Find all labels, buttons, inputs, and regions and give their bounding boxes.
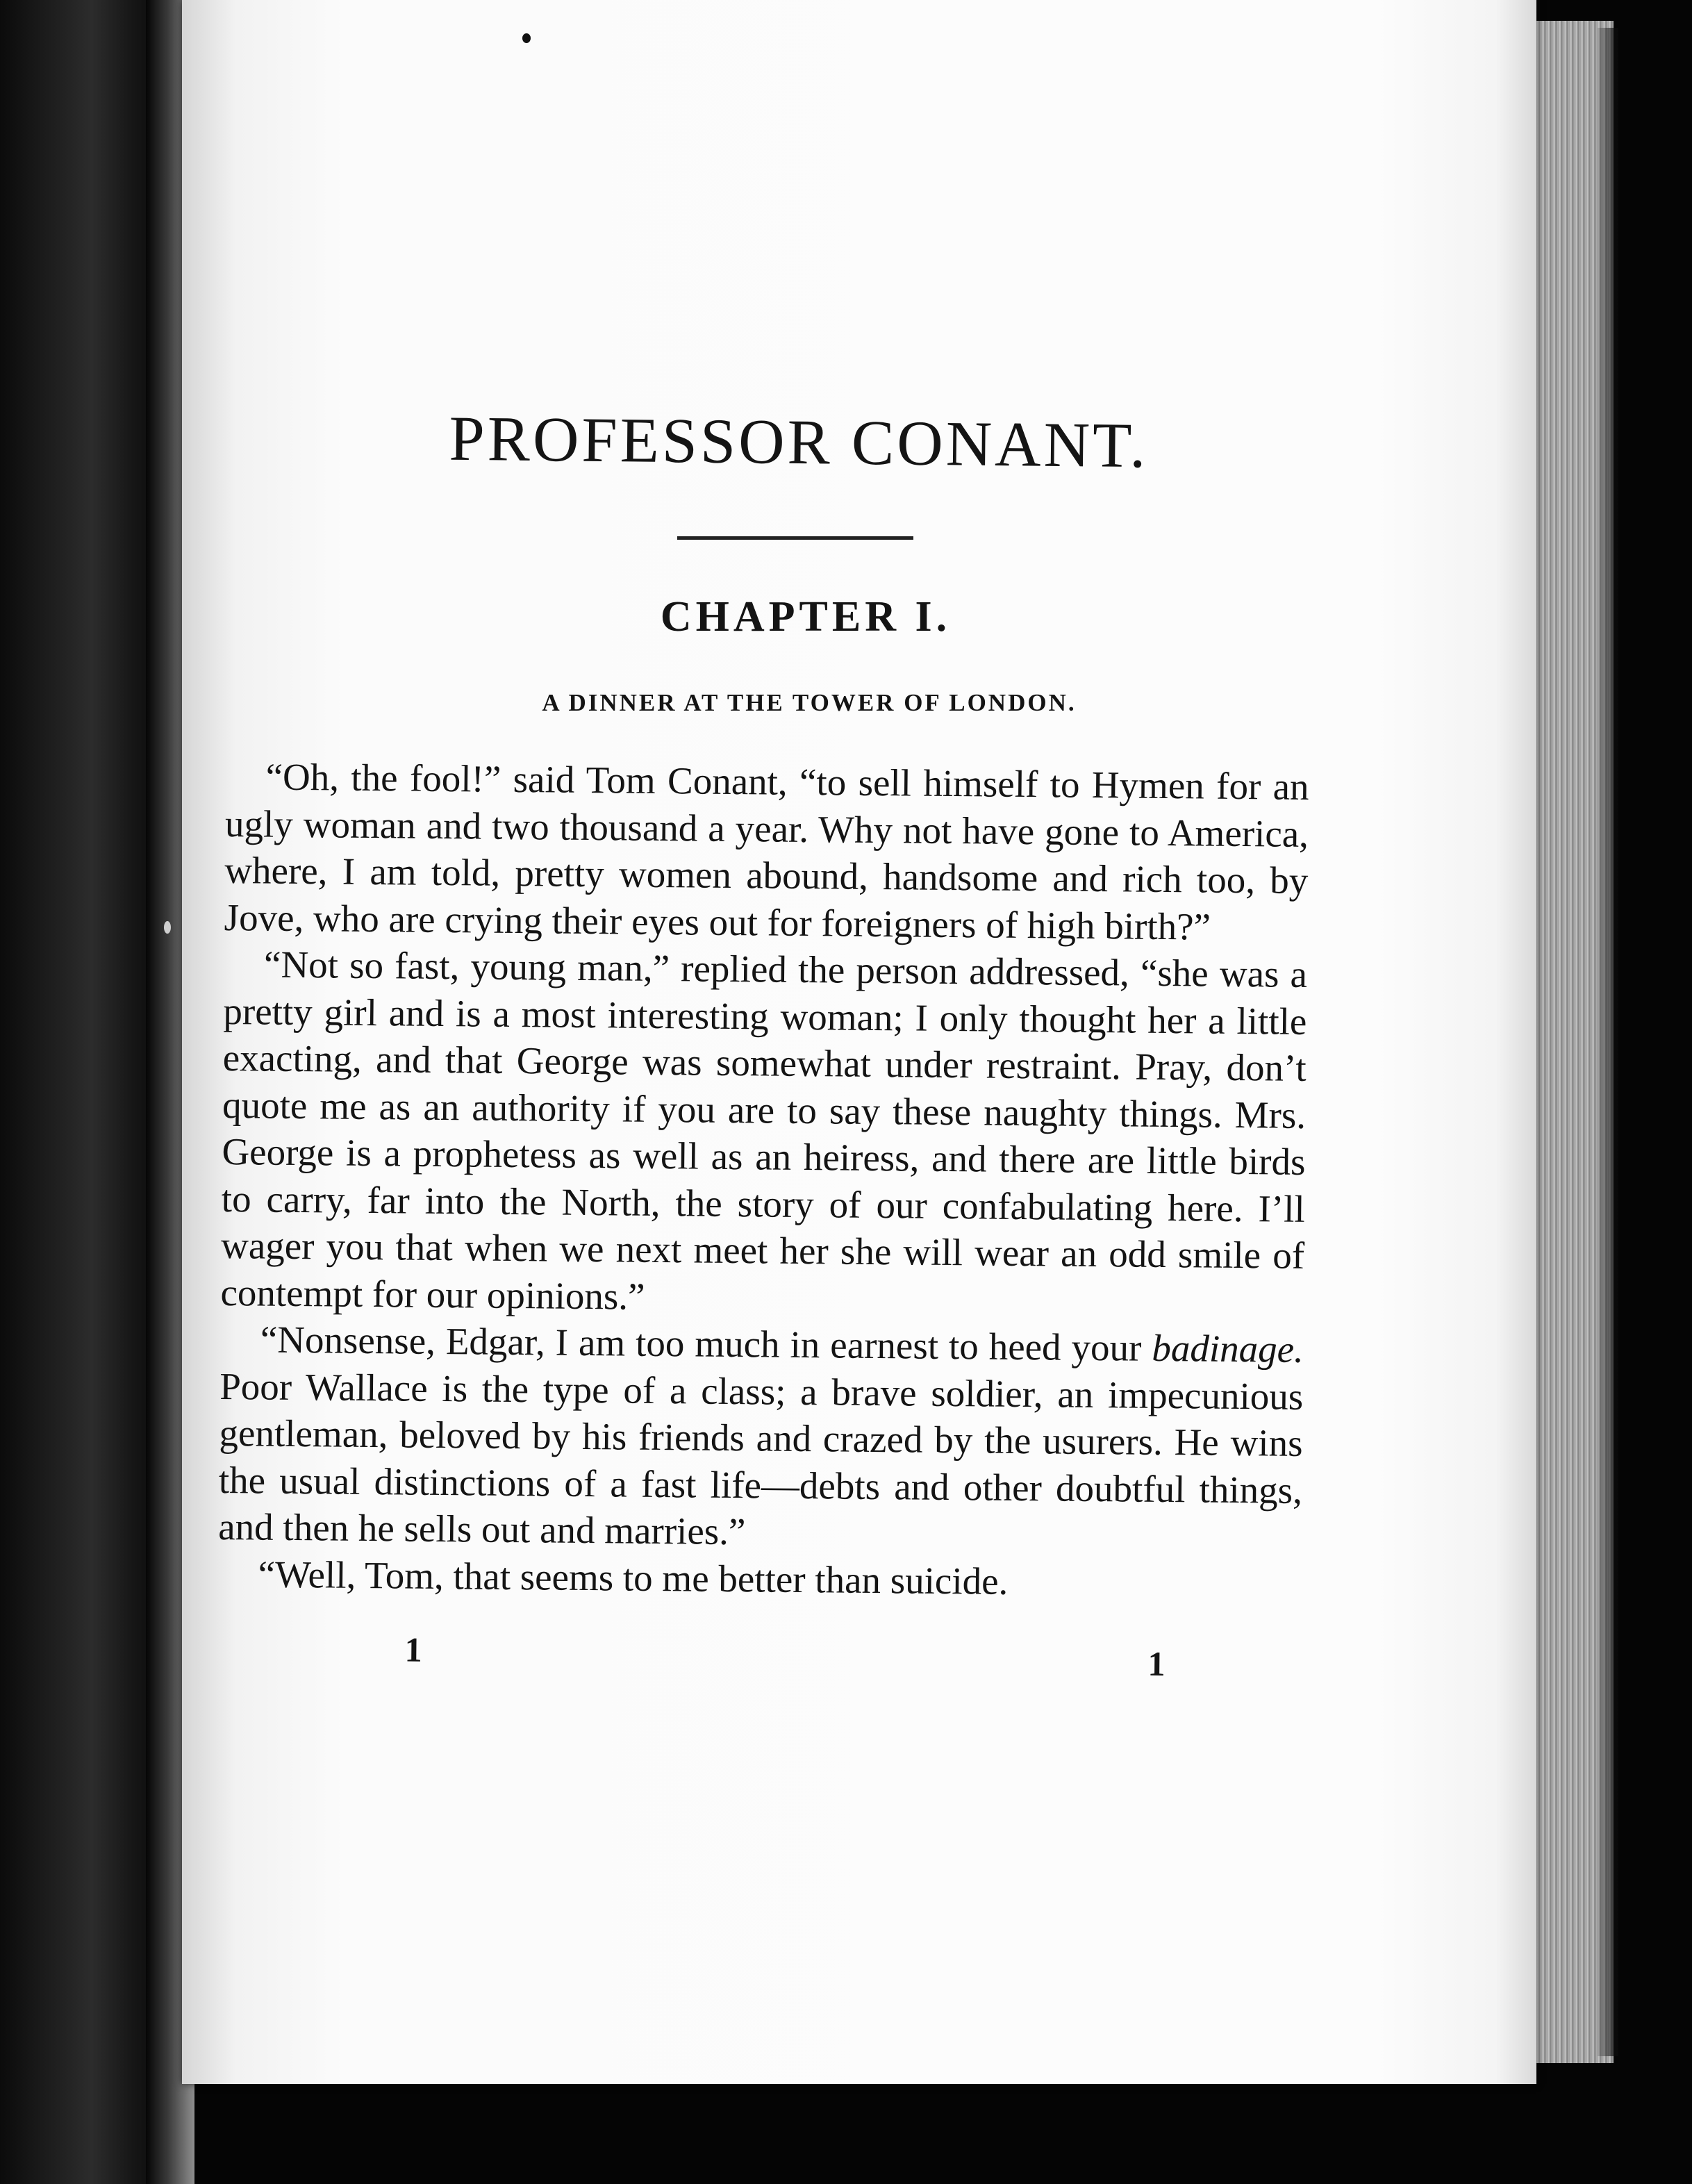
- book-title: PROFESSOR CONANT.: [449, 402, 1149, 481]
- signature-mark: 1: [404, 1630, 422, 1669]
- page-number: 1: [1147, 1644, 1166, 1684]
- chapter-body: [217, 753, 1309, 1684]
- italic-word: badinage.: [1152, 1326, 1304, 1371]
- paragraph: [218, 1316, 1304, 1560]
- paragraph: “Well, Tom, that seems to me better than suicide.: [258, 1553, 1009, 1603]
- page-content: [218, 402, 1309, 1684]
- page-stack-shadow: [1598, 28, 1618, 2056]
- chapter-heading: CHAPTER I.: [660, 593, 952, 640]
- paragraph: “Not so fast, young man,” replied the person addressed, “she was a pretty girl and is a most interesting woman; I only thought her a little exacting, and that George was somewhat under restraint. Pray, don’t quote me as an authority if you are to say these naughty things. Mrs. George is a prophetess as well as an heiress, and there are little birds to carry, far into the North, the story of our confabulating here. I’ll wager you that when we next meet her she will wear an odd smile of contempt for our opinions.”: [220, 943, 1308, 1318]
- ink-speck: [522, 33, 531, 43]
- paragraph: “Oh, the fool!” said Tom Conant, “to sell himself to Hymen for an ugly woman and two thousand a year. Why not have gone to America, where, I am told, pretty women abound, handsome and rich too, by Jove, who are crying their eyes out for foreigners of high birth?”: [224, 755, 1309, 948]
- ink-speck: [164, 921, 171, 934]
- paragraph-text: Poor Wallace is the type of a class; a brave soldier, an impecunious gentleman, beloved by his friends and crazed by the usurers. He wins the usual distinctions of a fast life—debts and other doubtful things, and then he sells out and marries.”: [218, 1364, 1304, 1553]
- title-rule: [677, 536, 913, 540]
- facing-page-edge: [0, 0, 167, 2184]
- paragraph-text: “Nonsense, Edgar, I am too much in earnest to heed your: [260, 1318, 1142, 1369]
- chapter-subtitle: A DINNER AT THE TOWER OF LONDON.: [542, 689, 1077, 716]
